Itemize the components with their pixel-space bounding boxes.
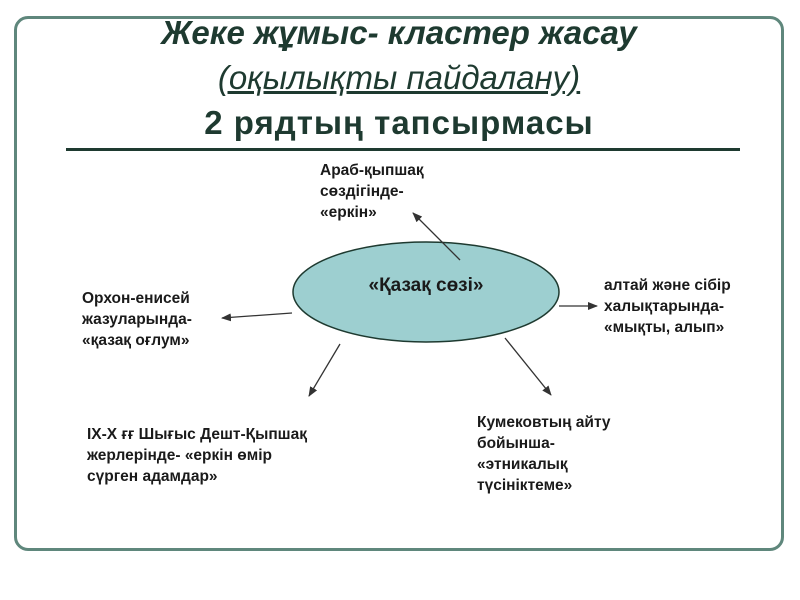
node-left: Орхон-енисей жазуларында- «қазақ оғлум» — [82, 290, 192, 349]
arrow-to-left — [222, 313, 292, 318]
arrow-to-bottom-left — [309, 344, 340, 396]
center-label: «Қазақ сөзі» — [368, 275, 484, 296]
node-right: алтай және сібір халықтарында- «мықты, алып» — [604, 277, 731, 336]
node-bottom-right: Кумековтың айту бойынша- «этникалық түсініктеме» — [477, 414, 611, 494]
title-line-2: (оқылықты пайдалану) — [217, 59, 581, 96]
node-top: Араб-қыпшақ сөздігінде- «еркін» — [320, 162, 424, 221]
title-line-3: 2 рядтың тапсырмасы — [204, 104, 594, 141]
node-bottom-left: IX-X ғғ Шығыс Дешт-Қыпшақ жерлерінде- «еркін өмір сүрген адамдар» — [87, 426, 307, 485]
title-line-1: Жеке жұмыс- кластер жасау — [161, 14, 637, 51]
arrow-to-bottom-right — [505, 338, 551, 395]
